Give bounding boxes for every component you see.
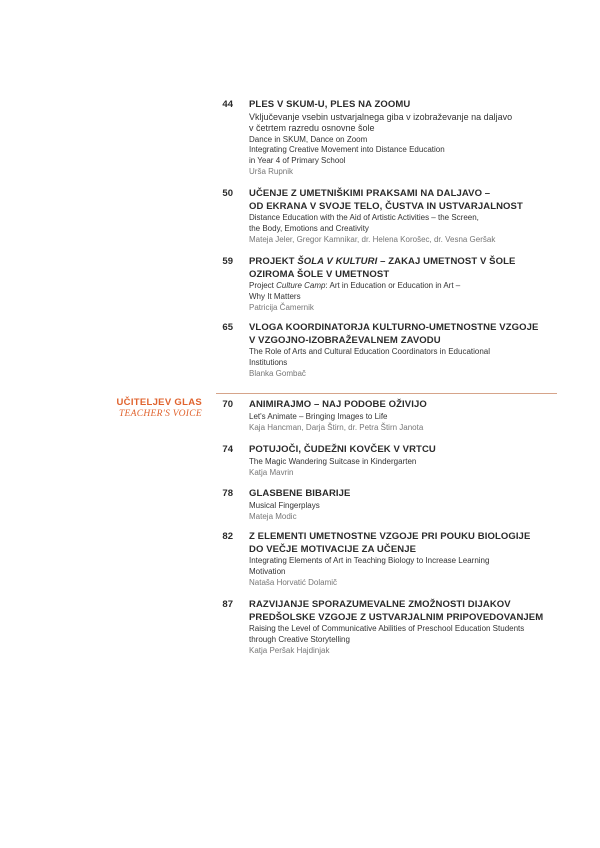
title-part: PROJEKT xyxy=(249,256,298,267)
entry-title: OD EKRANA V SVOJE TELO, ČUSTVA IN USTVARJALNOST xyxy=(249,200,523,212)
entry-author: Kaja Hancman, Darja Štirn, dr. Petra Štirn Janota xyxy=(249,423,424,432)
entry-english-title: The Magic Wandering Suitcase in Kindergarten xyxy=(249,456,417,466)
line-part: : Art in Education or Education in Art – xyxy=(325,281,461,290)
entry-english-title: Distance Education with the Aid of Artistic Activities – the Screen, xyxy=(249,213,479,222)
page-number: 74 xyxy=(222,444,233,455)
entry-title xyxy=(249,256,579,269)
entry-english-subtitle: Integrating Creative Movement into Distance Education xyxy=(249,145,445,154)
entry-author: Mateja Jeler, Gregor Kamnikar, dr. Helena Korošec, dr. Vesna Geršak xyxy=(249,235,496,244)
entry-english-title: Motivation xyxy=(249,566,286,576)
entry-author: Katja Mavrin xyxy=(249,468,294,477)
entry-title: RAZVIJANJE SPORAZUMEVALNE ZMOŽNOSTI DIJAKOV xyxy=(249,599,511,610)
page-number: 70 xyxy=(222,399,233,410)
entry-english-title: Why It Matters xyxy=(249,291,301,301)
line-part: Project xyxy=(249,281,277,290)
page-number: 78 xyxy=(222,488,233,499)
entry-english-title: Institutions xyxy=(249,357,288,367)
entry-english-title: the Body, Emotions and Creativity xyxy=(249,223,369,233)
entry-english-title: through Creative Storytelling xyxy=(249,634,350,644)
entry-author: Katja Peršak Hajdinjak xyxy=(249,646,330,655)
section-label xyxy=(95,397,202,420)
section-divider xyxy=(216,393,557,394)
entry-english-title: Musical Fingerplays xyxy=(249,500,320,510)
entry-english-title: The Role of Arts and Cultural Education Coordinators in Educational xyxy=(249,347,491,356)
entry-title: GLASBENE BIBARIJE xyxy=(249,488,351,499)
entry-english-title: Integrating Elements of Art in Teaching Biology to Increase Learning xyxy=(249,556,490,565)
title-part-italic: ŠOLA V KULTURI xyxy=(297,256,378,267)
entry-author: Blanka Gombač xyxy=(249,369,306,378)
entry-author: Mateja Modic xyxy=(249,512,297,521)
entry-title: VLOGA KOORDINATORJA KULTURNO-UMETNOSTNE VZGOJE xyxy=(249,322,539,333)
entry-title: ANIMIRAJMO – NAJ PODOBE OŽIVIJO xyxy=(249,399,427,410)
section-subtitle: TEACHER'S VOICE xyxy=(118,409,202,419)
entry-author: Urša Rupnik xyxy=(249,167,294,176)
entry-english-title xyxy=(249,281,579,292)
entry-author: Patricija Čamernik xyxy=(249,303,314,312)
entry-title: PREDŠOLSKE VZGOJE Z USTVARJALNIM PRIPOVEDOVANJEM xyxy=(249,611,544,623)
entry-english-title: Let's Animate – Bringing Images to Life xyxy=(249,411,388,421)
page-number: 44 xyxy=(222,99,233,110)
entry-subtitle-line: Vključevanje vsebin ustvarjalnega giba v izobraževanje na daljavo xyxy=(249,111,513,122)
entry-english-subtitle: in Year 4 of Primary School xyxy=(249,155,346,165)
entry-title: PLES V SKUM-U, PLES NA ZOOMU xyxy=(249,99,411,110)
page-number: 82 xyxy=(222,531,233,542)
page-number: 87 xyxy=(222,599,233,610)
entry-title: DO VEČJE MOTIVACIJE ZA UČENJE xyxy=(249,543,417,555)
page-number: 59 xyxy=(222,256,233,267)
title-part: – ZAKAJ UMETNOST V ŠOLE xyxy=(377,256,516,267)
entry-title: V VZGOJNO-IZOBRAŽEVALNEM ZAVODU xyxy=(249,334,441,346)
entry-english-title: Raising the Level of Communicative Abilities of Preschool Education Students xyxy=(249,624,525,633)
page-number: 65 xyxy=(222,322,233,333)
entry-english-title: Dance in SKUM, Dance on Zoom xyxy=(249,134,368,144)
entry-subtitle-line: v četrtem razredu osnovne šole xyxy=(249,123,375,133)
section-title: UČITELJEV GLAS xyxy=(116,397,202,408)
entry-title: UČENJE Z UMETNIŠKIMI PRAKSAMI NA DALJAVO – xyxy=(249,188,491,199)
entry-title: POTUJOČI, ČUDEŽNI KOVČEK V VRTCU xyxy=(249,444,436,455)
entry-author: Nataša Horvatić Dolamič xyxy=(249,578,338,587)
line-part-italic: Culture Camp xyxy=(276,281,326,290)
entry-title: Z ELEMENTI UMETNOSTNE VZGOJE PRI POUKU BIOLOGIJE xyxy=(249,531,531,542)
entry-title: OZIROMA ŠOLE V UMETNOST xyxy=(249,268,390,280)
page-number: 50 xyxy=(222,188,233,199)
